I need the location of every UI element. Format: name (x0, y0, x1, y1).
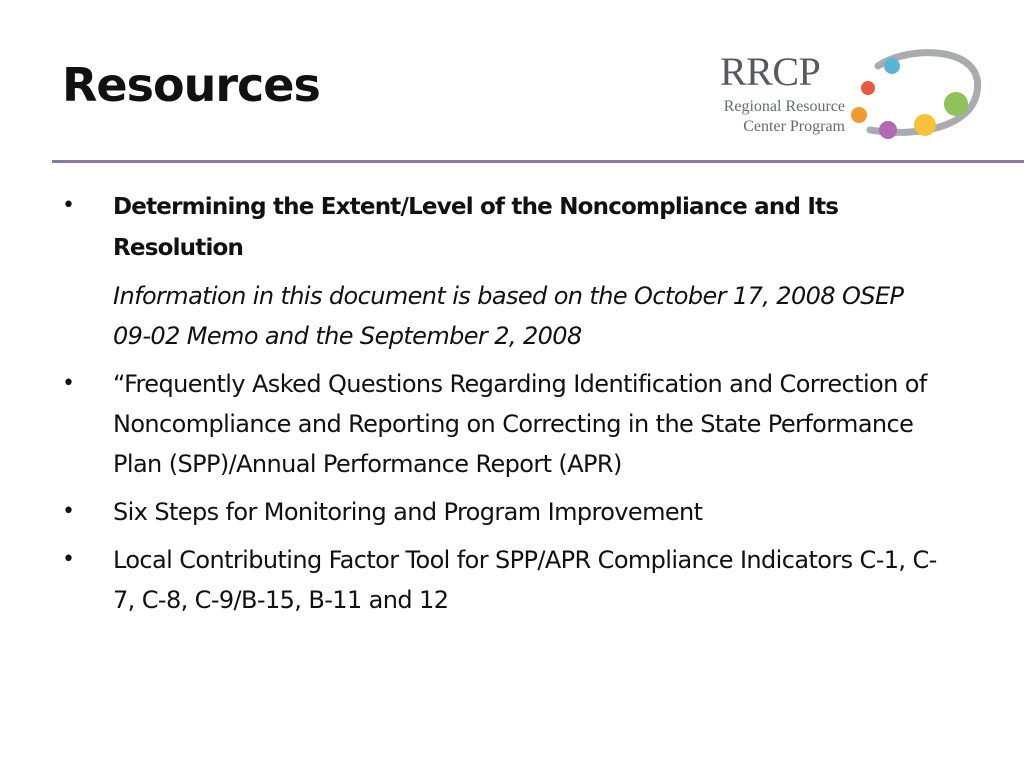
logo-dot-blue (884, 58, 900, 74)
list-item (62, 364, 942, 484)
list-item (62, 492, 942, 532)
bullet-heading: Determining the Extent/Level of the Noncompliance and Its Resolution (113, 194, 839, 261)
bullet-mark: • (62, 193, 75, 218)
logo-ring-graphic (840, 46, 990, 146)
bullet-text: “Frequently Asked Questions Regarding Identification and Correction of Noncompliance and Reporting on Correcting in the State Performance Plan (SPP)/Annual Performance Report (APR) (113, 370, 927, 478)
bullet-mark: • (62, 499, 75, 524)
logo-dot-red (861, 81, 875, 95)
bullet-note: Information in this document is based on the October 17, 2008 OSEP 09-02 Memo and the September 2, 2008 (113, 282, 904, 350)
bullet-mark: • (62, 371, 75, 396)
logo-dot-yellow (914, 114, 936, 136)
list-item (62, 540, 942, 620)
logo-dot-purple (879, 121, 897, 139)
bullet-list (62, 186, 942, 628)
list-item (62, 186, 942, 356)
title-divider (52, 160, 1024, 163)
logo-dot-orange (851, 107, 867, 123)
logo-name: RRCP (720, 49, 821, 94)
logo-subtitle-line1: Regional Resource (723, 98, 845, 115)
bullet-mark: • (62, 547, 75, 572)
bullet-text: Local Contributing Factor Tool for SPP/APR Compliance Indicators C-1, C-7, C-8, C-9/B-15, B-11 and 12 (113, 546, 937, 614)
slide-title: Resources (62, 58, 320, 112)
logo-subtitle-line2: Center Program (743, 118, 845, 135)
logo-dot-green (944, 92, 968, 116)
rrcp-logo (690, 46, 990, 146)
bullet-text: Six Steps for Monitoring and Program Improvement (113, 498, 703, 526)
